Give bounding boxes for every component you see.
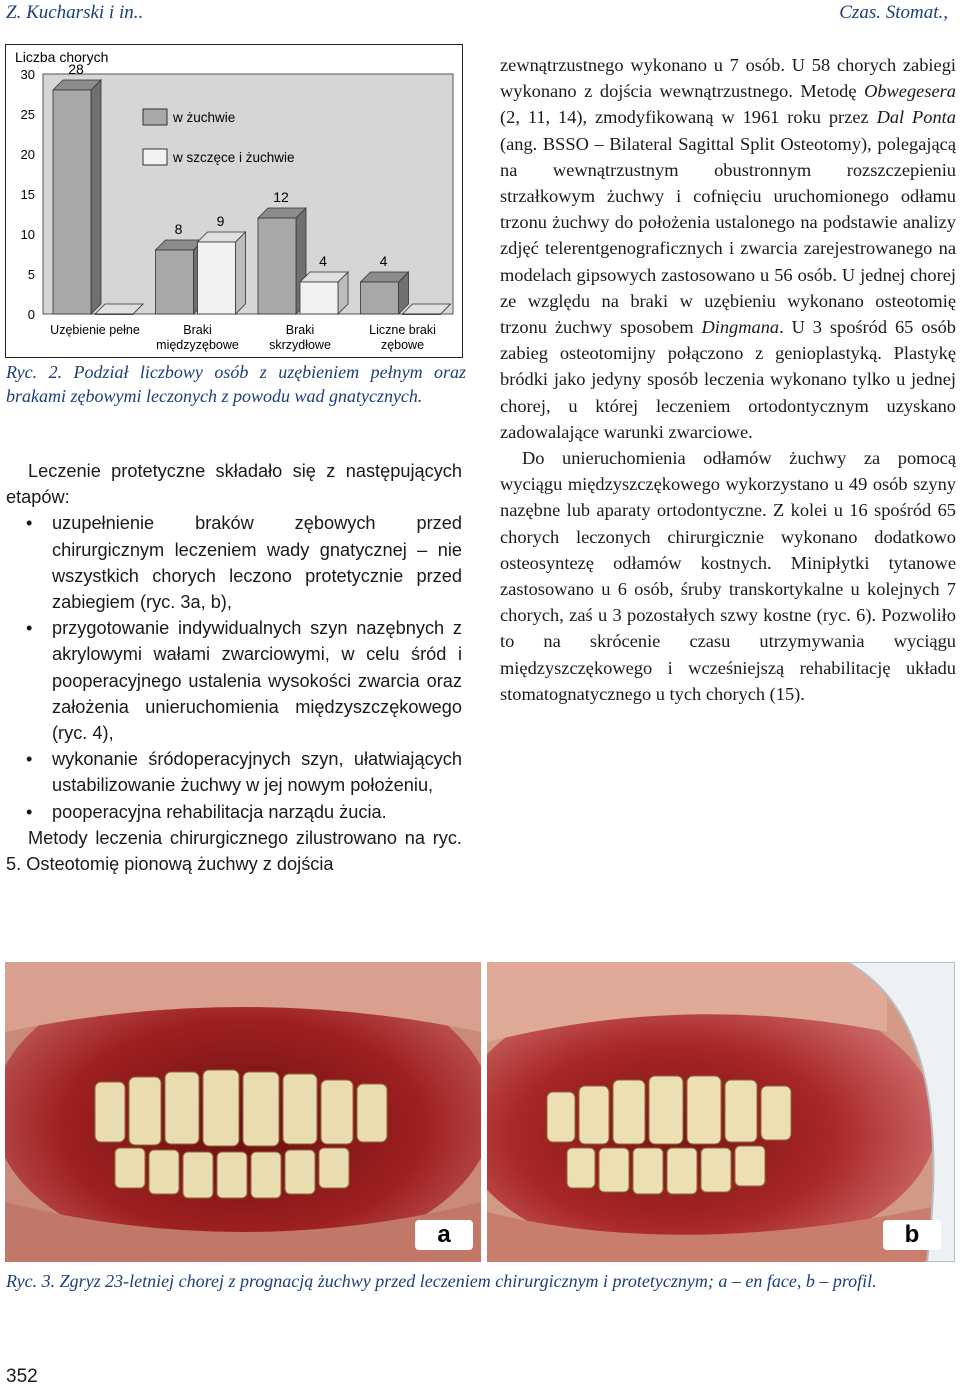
list-item [6, 746, 462, 798]
teeth-front-photo [5, 962, 481, 1262]
figure-2-caption-label: Ryc. 2. [6, 362, 63, 382]
bar-w-szczece-i-zuchwie [95, 314, 133, 315]
stage-text: wykonanie śródoperacyjnych szyn, ułatwiających ustabilizowanie żuchwy w jej nowym położeniu, [52, 749, 462, 796]
x-category-label: Braki [285, 323, 315, 337]
bar-value-label: 12 [273, 189, 289, 205]
y-tick-label: 0 [27, 307, 35, 322]
photo-profile [487, 962, 955, 1262]
stages-intro: Leczenie protetyczne składało się z następujących etapów: [6, 461, 462, 508]
y-tick-label: 30 [20, 67, 35, 82]
running-header-journal: Czas. Stomat., [839, 2, 948, 23]
author-name-dal-ponta: Dal Ponta [876, 107, 956, 128]
figure-3-caption-label: Ryc. 3. [6, 1271, 56, 1291]
legend-entry: w szczęce i żuchwie [173, 150, 295, 165]
x-category-label: Liczne braki [369, 323, 436, 337]
bullet-icon: • [26, 618, 33, 639]
list-item [6, 615, 462, 746]
y-tick-label: 5 [27, 267, 35, 282]
fixation-paragraph: Do unieruchomienia odłamów żuchwy za pomocą wyciągu międzyszczękowego wykorzystano u 49 osób szyny nazębne lub aparaty ortodontyczne. Z kolei u 16 spośród 65 chorych leczonych chirurgicznie wykonano dodatkowo osteosyntezę odłamów kostnych. Minipłytki tytanowe zastosowano u 6 osób, śruby transkortykalne u kolejnych 7 chorych, zaś u 3 pozostałych szwy kostne (ryc. 6). Pozwoliło to na skrócenie czasu utrzymywania wyciągu międzyszczękowego i wcześniejszą rehabilitację układu stomatognatycznego u tych chorych (15). [500, 448, 956, 704]
bullet-icon: • [26, 513, 33, 534]
bar-w-szczece-i-zuchwie [300, 282, 338, 314]
stages-list [6, 510, 462, 824]
author-name-dingman: Dingmana [701, 317, 780, 338]
teeth-profile-photo [487, 962, 955, 1262]
photo-label-a: a [415, 1220, 473, 1250]
bar-w-szczece-i-zuchwie [198, 242, 236, 314]
photo-en-face [5, 962, 481, 1262]
bar-w-szczece-i-zuchwie [403, 314, 441, 315]
figure-2-caption-text: Podział liczbowy osób z uzębieniem pełnym oraz brakami zębowymi leczonych z powodu wad gnatycznych. [6, 362, 466, 406]
y-tick-label: 20 [20, 147, 35, 162]
running-header-authors: Z. Kucharski i in.. [6, 2, 144, 23]
bar-value-label: 8 [174, 221, 183, 237]
list-item [6, 799, 462, 825]
chart-title: Liczba chorych [15, 49, 109, 65]
left-text-column [6, 458, 462, 877]
photo-label-b: b [883, 1220, 941, 1250]
bar-w-zuchwie [258, 218, 296, 314]
page-number: 352 [6, 1366, 38, 1387]
bullet-icon: • [26, 801, 33, 822]
bar-chart-svg [5, 44, 463, 358]
x-category-label: Uzębienie pełne [50, 323, 140, 337]
bar-w-zuchwie [361, 282, 399, 314]
bullet-icon: • [26, 749, 33, 770]
stage-text: pooperacyjna rehabilitacja narządu żucia. [52, 801, 387, 822]
figure-3-caption-text: Zgryz 23-letniej chorej z prognacją żuchwy przed leczeniem chirurgicznym i protetycznym; a – en face, b – profil. [59, 1271, 877, 1291]
x-category-label: międzyzębowe [156, 338, 239, 352]
surgery-paragraph [500, 52, 956, 445]
figure-2-chart [5, 44, 463, 358]
text-run: zewnątrzustnego wykonano u 7 osób. U 58 chorych zabiegi wykonano z dojścia wewnątrzustnego. Metodę [500, 55, 956, 102]
bar-w-zuchwie [156, 250, 194, 314]
list-item [6, 510, 462, 615]
right-text-column [500, 52, 956, 707]
stage-text: przygotowanie indywidualnych szyn nazębnych z akrylowymi wałami zwarciowymi, w celu śród i pooperacyjnego ustalenia wysokości zwarcia oraz założenia unieruchomienia międzyszczękowego (ryc. 4), [52, 618, 462, 744]
author-name-obwegeser: Obwegesera [864, 81, 956, 102]
bar-side [236, 232, 246, 314]
bar-value-label: 4 [319, 253, 327, 269]
legend-entry: w żuchwie [173, 110, 236, 125]
stage-text: uzupełnienie braków zębowych przed chirurgicznym leczeniem wady gnatycznej – nie wszystkich chorych leczono protetycznie przed zabiegiem (ryc. 3a, b), [52, 513, 462, 613]
legend-swatch [143, 149, 167, 165]
legend-swatch [143, 109, 167, 125]
y-tick-label: 10 [20, 227, 35, 242]
bar-value-label: 9 [216, 213, 225, 229]
bar-value-label: 28 [68, 61, 84, 77]
x-category-label: zębowe [380, 338, 425, 352]
x-category-label: skrzydłowe [269, 338, 331, 352]
methods-paragraph: Metody leczenia chirurgicznego zilustrowano na ryc. 5. Osteotomię pionową żuchwy z dojścia [6, 827, 462, 875]
y-tick-label: 25 [20, 107, 35, 122]
x-category-label: Braki [183, 323, 212, 337]
bar-value-label: 4 [379, 253, 388, 269]
text-run: . U 3 spośród 65 osób zabieg osteotomijny połączono z genioplastyką. Plastykę bródki jako jedyny sposób leczenia wykonano tylko u jednej chorej, u której leczeniem ortodontycznym uzyskano zadowalające warunki zwarciowe. [500, 317, 957, 442]
bar-w-zuchwie [53, 90, 91, 314]
figure-3-caption [6, 1270, 956, 1293]
bar-side [91, 80, 101, 314]
figure-2-caption [6, 360, 466, 408]
text-run: (ang. BSSO – Bilateral Sagittal Split Osteotomy), polegającą na wewnątrzustnym obustronnym rozszczepieniu strzałkowym żuchwy i cofnięciu uruchomionego odłamu trzonu żuchwy do położenia ustalonego na podstawie analizy zdjęć telerentgenograficznych i zwarcia zarejestrowanego na modelach gipsowych zastosowano u 56 osób. U jednej chorej ze względu na braki w uzębieniu wykonano osteotomię trzonu żuchwy sposobem [500, 133, 956, 338]
y-tick-label: 15 [20, 187, 35, 202]
text-run: (2, 11, 14), zmodyfikowaną w 1961 roku przez [500, 107, 877, 128]
